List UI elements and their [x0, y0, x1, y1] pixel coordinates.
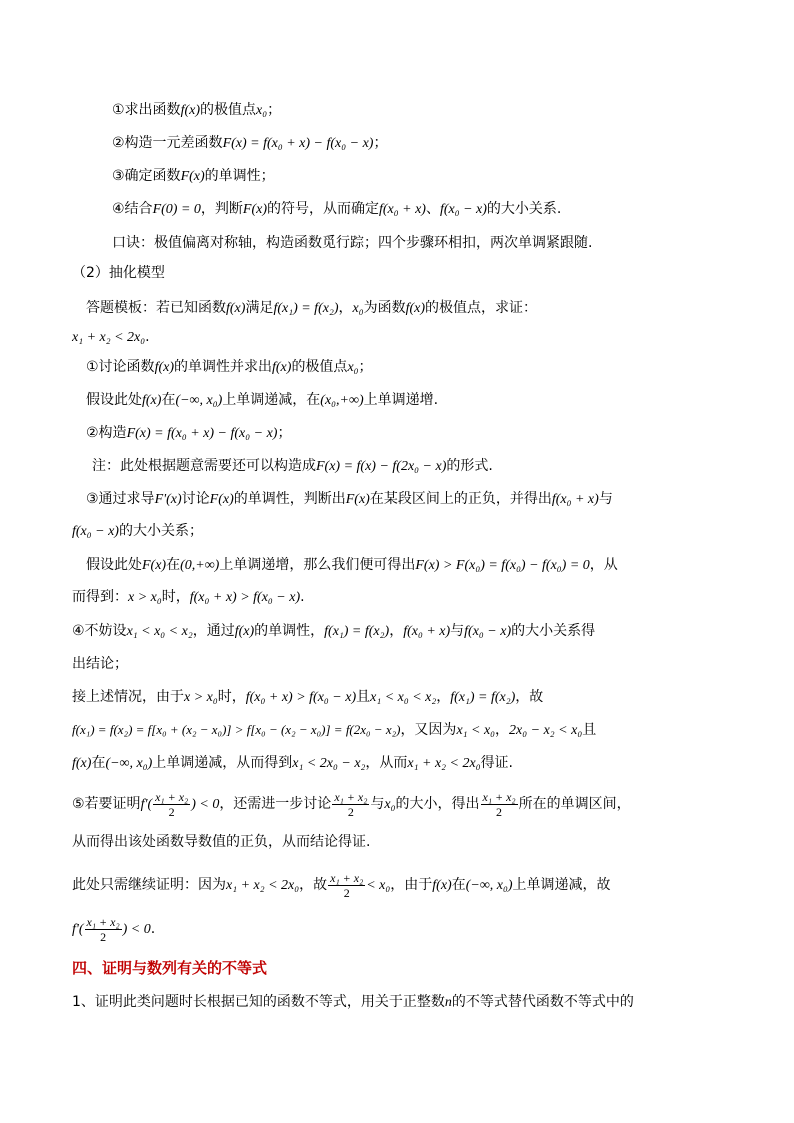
text: 此处只需继续证明：因为	[72, 877, 226, 893]
math: f'(	[140, 797, 153, 812]
math: f(x)	[154, 360, 174, 375]
text: 上单调递减，在	[222, 392, 321, 408]
text: 所在的单调区间，	[518, 796, 631, 812]
text: 在	[451, 877, 466, 893]
text: .	[150, 921, 156, 937]
text: 在某段区间上的正负，并得出	[369, 491, 552, 507]
text: 的大小关系.	[486, 201, 562, 217]
fraction-denominator: 2	[100, 929, 107, 944]
fraction-denominator: 2	[343, 885, 350, 900]
text: 在	[91, 755, 106, 771]
template-line-1	[86, 298, 537, 319]
text: ，还需进一步讨论	[219, 796, 332, 812]
text: 且	[356, 689, 371, 705]
template-step-5	[72, 787, 631, 822]
text: 的极值点	[200, 102, 256, 118]
text: ；	[267, 102, 282, 118]
math: x₁ < x₀	[456, 723, 496, 738]
math: f(x₁) = f(x₂)	[273, 301, 339, 316]
template-step-4	[72, 621, 595, 642]
text: 假设此处	[86, 392, 142, 408]
math: f(x₀ + x)	[403, 624, 451, 639]
text: ①讨论函数	[86, 359, 155, 375]
math: f'(	[72, 922, 84, 937]
math: f(x₀ + x)	[378, 202, 426, 217]
text: .	[145, 329, 150, 345]
text: 的不等式替代函数不等式中的	[451, 994, 634, 1010]
template-step-3	[86, 489, 613, 510]
text: 上单调递增，那么我们便可得出	[219, 557, 416, 573]
text: 为函数	[363, 300, 406, 316]
text: 的单调性，判断出	[233, 491, 346, 507]
text: 的形式.	[446, 458, 493, 474]
case-line-2	[72, 720, 596, 741]
fraction-numerator: x₁ + x₂	[482, 789, 516, 804]
text: 的极值点	[291, 359, 348, 375]
note-line	[92, 456, 493, 477]
math: F(x) > F(x₀) = f(x₀) − f(x₀) = 0	[415, 558, 590, 573]
assume-line-1	[86, 390, 438, 411]
section-4-heading: 四、证明与数列有关的不等式	[72, 959, 268, 977]
text: 从而得出该处函数导数值的正负，从而结论得证.	[72, 834, 371, 850]
text: ，又因为	[400, 722, 457, 738]
template-step-4-cont	[72, 654, 128, 674]
fraction	[153, 790, 190, 819]
text: .	[300, 589, 305, 605]
math: x > x₀	[184, 690, 218, 705]
section-2-title	[72, 263, 165, 283]
text: 口诀：极值偏离对称轴，构造函数觅行踪；四个步骤环相扣，两次单调紧跟随.	[112, 235, 593, 251]
math: f(x₀ − x)	[72, 524, 119, 539]
fraction-numerator: x₁ + x₂	[86, 914, 120, 929]
text: ；	[277, 425, 292, 441]
math: f(x)	[226, 301, 246, 316]
case-line-3	[72, 753, 513, 774]
math: f(x₀ + x) > f(x₀ − x)	[245, 690, 357, 705]
template-step-1	[86, 357, 373, 378]
math: F(0) = 0	[152, 202, 201, 217]
math: F(x) = f(x) − f(2x₀ − x)	[316, 459, 447, 474]
step-4-line	[112, 199, 561, 220]
text: ④不妨设	[72, 623, 127, 639]
text: ②构造	[86, 425, 127, 441]
text: ，从而	[365, 755, 408, 771]
text: 注：此处根据题意需要还可以构造成	[92, 458, 316, 474]
math: x₁ < x₀ < x₂	[370, 690, 437, 705]
math: (−∞, x₀)	[105, 756, 153, 771]
math: x₀	[384, 797, 396, 812]
assume-line-2	[86, 555, 618, 576]
math: f(x₀ − x)	[464, 624, 512, 639]
math: F(x) = f(x₀ + x) − f(x₀ − x)	[222, 136, 374, 151]
text: 的符号，从而确定	[266, 201, 379, 217]
text: 满足	[245, 300, 274, 316]
text: ③确定函数	[112, 168, 181, 184]
text: 且	[582, 722, 597, 738]
proof-conclusion-line	[72, 912, 155, 947]
text: ；	[373, 135, 388, 151]
math: (x₀,+∞)	[320, 393, 364, 408]
math: F(x)	[142, 558, 167, 573]
math: f(x₁) = f(x₂)	[450, 690, 516, 705]
text: ，故	[515, 689, 544, 705]
math: x₁ + x₂ < 2x₀	[72, 330, 146, 345]
text: ，	[495, 722, 510, 738]
text: （2）抽化模型	[72, 265, 165, 281]
template-line-2	[72, 327, 150, 348]
text: 上单调递减，故	[512, 877, 611, 893]
text: 的大小，得出	[395, 796, 480, 812]
step-3-line	[112, 166, 275, 187]
math: ) < 0	[122, 922, 151, 937]
section-4-line-1	[72, 992, 634, 1013]
math: f(x)	[180, 103, 200, 118]
assume-line-2-cont	[72, 587, 305, 608]
case-line-1	[72, 687, 543, 708]
step-1-line	[112, 100, 281, 121]
text: ④结合	[112, 201, 153, 217]
text: 的单调性并求出	[174, 359, 272, 375]
fraction-denominator: 2	[347, 804, 354, 819]
text: 出结论；	[72, 656, 128, 672]
text: 在	[161, 392, 176, 408]
math: x₁ + x₂ < 2x₀	[407, 756, 481, 771]
proof-continue-line	[72, 868, 611, 903]
text: 的单调性；	[204, 168, 275, 184]
fraction-numerator: x₁ + x₂	[155, 789, 189, 804]
step-2-line	[112, 133, 387, 154]
text: 上单调递增.	[363, 392, 439, 408]
text: 在	[166, 557, 181, 573]
text: 的极值点，求证：	[425, 300, 538, 316]
math: f(x)	[234, 624, 255, 639]
text: 与	[370, 796, 385, 812]
math: x₁ < 2x₀ − x₂	[292, 756, 366, 771]
text: 时，	[217, 689, 246, 705]
math: (0,+∞)	[180, 558, 220, 573]
fraction	[85, 915, 122, 944]
fraction-numerator: x₁ + x₂	[330, 870, 364, 885]
text: ，判断	[200, 201, 243, 217]
fraction	[328, 871, 365, 900]
math: f(x)	[405, 301, 426, 316]
math: f(x₁) = f(x₂)	[324, 624, 390, 639]
math: F'(x)	[154, 492, 182, 507]
math: x > x₀	[128, 590, 162, 605]
text: ，故	[299, 877, 328, 893]
fraction-denominator: 2	[168, 804, 175, 819]
math: 2x₀ − x₂ < x₀	[509, 723, 583, 738]
math: F(x)	[345, 492, 370, 507]
text: 、	[425, 201, 440, 217]
text: 的大小关系得	[511, 623, 596, 639]
math: x₀	[256, 103, 268, 118]
text: ；	[358, 359, 373, 375]
text: 时，	[161, 589, 190, 605]
math: f(x)	[142, 393, 162, 408]
text: 得证.	[480, 755, 514, 771]
fraction-numerator: x₁ + x₂	[334, 789, 368, 804]
math: f(x)	[72, 756, 92, 771]
math: x₀	[352, 301, 364, 316]
math: x₁ < x₀ < x₂	[126, 624, 193, 639]
text: ，通过	[192, 623, 235, 639]
text: ，	[389, 623, 404, 639]
math: F(x)	[242, 202, 267, 217]
text: 而得到：	[72, 589, 128, 605]
text: 答题模板：若已知函数	[86, 300, 226, 316]
math: (−∞, x₀)	[175, 393, 223, 408]
math: F(x)	[180, 169, 205, 184]
text: ②构造一元差函数	[112, 135, 223, 151]
template-step-5-cont	[72, 832, 370, 852]
math: f(x₀ + x) > f(x₀ − x)	[189, 590, 301, 605]
template-step-3-cont	[72, 521, 203, 542]
text: ③通过求导	[86, 491, 155, 507]
fraction	[481, 790, 518, 819]
text: 与	[450, 623, 465, 639]
text: 1、证明此类问题时长根据已知的函数不等式，用关于正整数	[72, 994, 445, 1010]
text: 与	[598, 491, 613, 507]
text: 接上述情况，由于	[72, 689, 184, 705]
template-step-2	[86, 423, 291, 444]
math: (−∞, x₀)	[465, 878, 513, 893]
math: f(x₁) = f(x₂) = f[x₀ + (x₂ − x₀)] > f[x₀ − (x₂ − x₀)] = f(2x₀ − x₂)	[72, 722, 401, 737]
text: 的单调性，	[254, 623, 325, 639]
fraction-denominator: 2	[496, 804, 503, 819]
math: F(x)	[209, 492, 234, 507]
math: x₀	[347, 360, 359, 375]
text: 假设此处	[86, 557, 142, 573]
mnemonic-line	[112, 233, 592, 253]
text: 上单调递减，从而得到	[152, 755, 293, 771]
text: 的大小关系；	[118, 523, 203, 539]
math: x₁ + x₂ < 2x₀	[226, 878, 300, 893]
math: ) < 0	[191, 797, 220, 812]
math: f(x₀ + x)	[551, 492, 599, 507]
fraction	[332, 790, 369, 819]
text: ，由于	[390, 877, 433, 893]
math: f(x)	[272, 360, 292, 375]
text: ，从	[589, 557, 618, 573]
text: ⑤若要证明	[72, 796, 141, 812]
text: ，	[338, 300, 353, 316]
text: 讨论	[181, 491, 210, 507]
text: ①求出函数	[112, 102, 181, 118]
math: f(x₀ − x)	[439, 202, 487, 217]
math: f(x)	[432, 878, 452, 893]
text: ，	[436, 689, 451, 705]
math: F(x) = f(x₀ + x) − f(x₀ − x)	[126, 426, 278, 441]
math: < x₀	[366, 878, 391, 893]
math: n	[444, 995, 452, 1010]
